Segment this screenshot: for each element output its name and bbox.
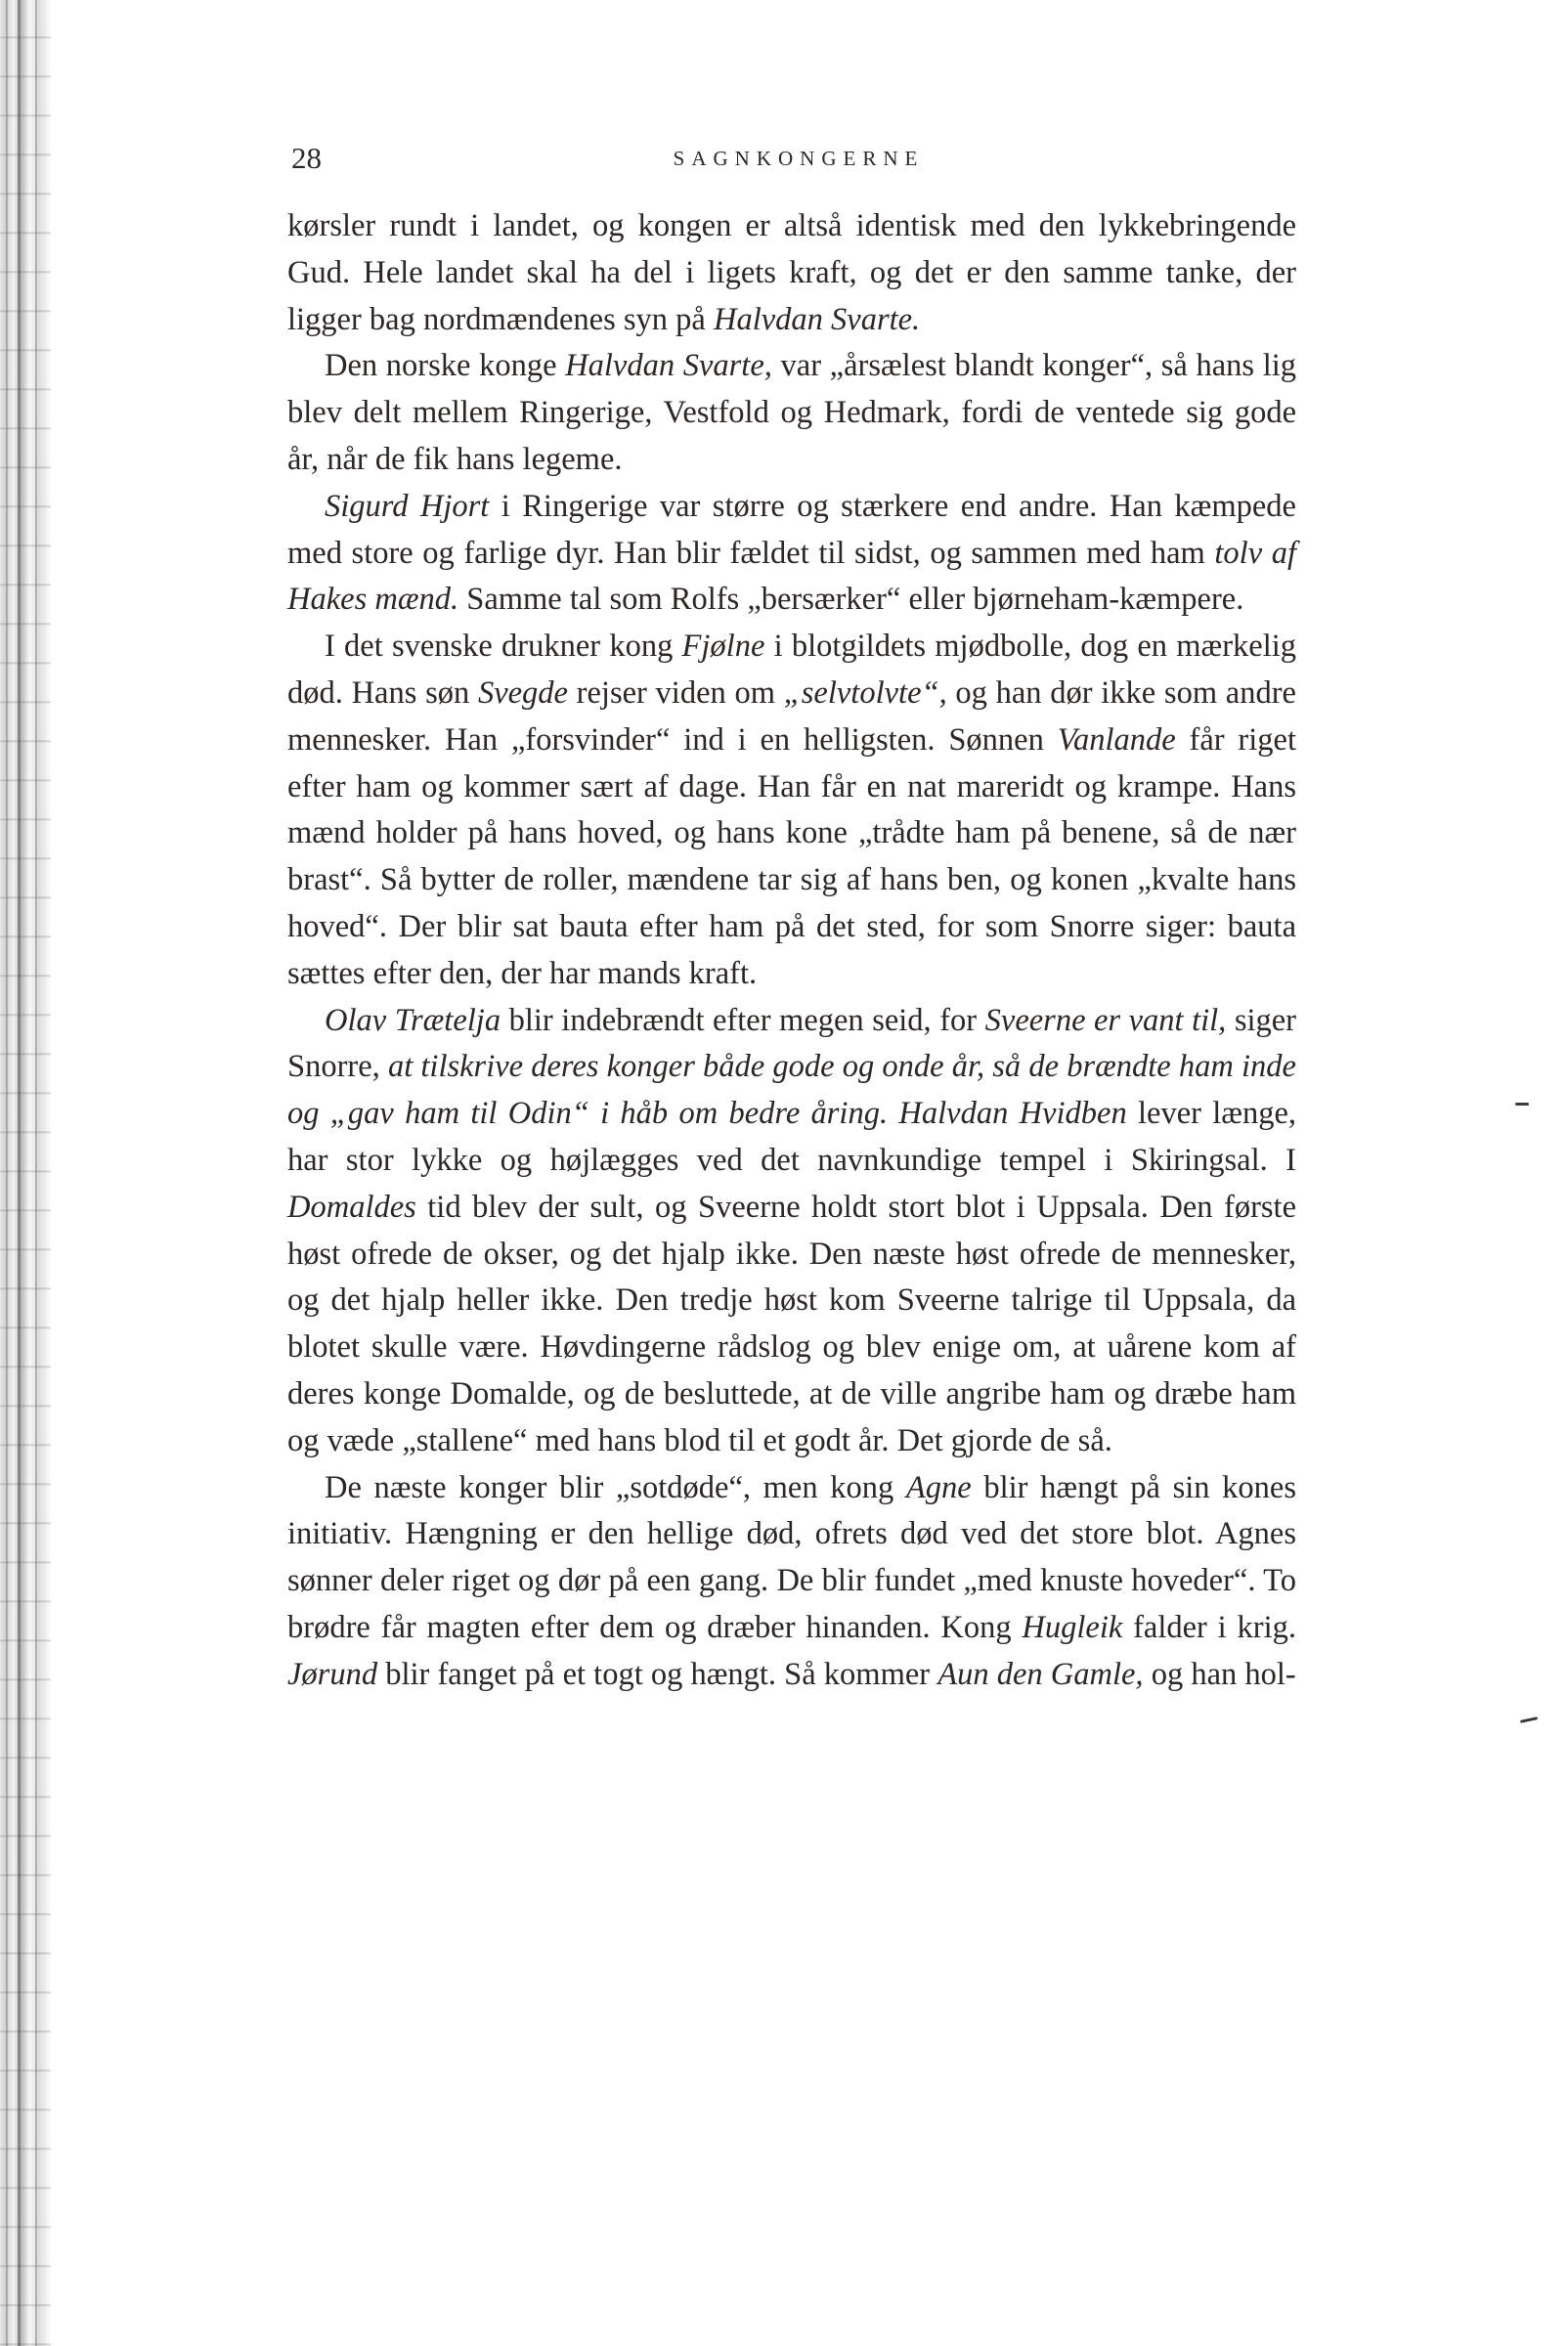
italic-text: Svegde [477,674,568,711]
text-run: Den norske konge [325,348,566,384]
body-text [287,203,1296,1699]
text-run: får riget efter ham og kommer sært af dage. Han får en nat mareridt og krampe. Hans mænd holder på hans hoved, og hans kone „trådte ham på benene, så de nær brast“. Så bytter de roller, mændene tar sig af hans ben, og konen „kvalte hans hoved“. Der blir sat bauta efter ham på det sted, for som Snorre siger: bauta sættes efter den, der har mands kraft. [287,721,1296,991]
text-run: i Ringerige var større og stærkere end andre. Han kæmpede med store og farlige dyr. Han blir fældet til sidst, og sammen med ham [287,488,1296,571]
text-run: i blotgildets mjødbolle, dog en mærkelig død. Hans søn [287,629,1297,711]
text-run: blir fanget på et togt og hængt. Så kommer [377,1656,938,1692]
paragraph [287,484,1296,624]
italic-text: Halvdan Svarte, [565,348,772,384]
italic-text: Hugleik [1022,1609,1123,1645]
paragraph [287,1465,1296,1699]
margin-mark [1520,1716,1538,1723]
italic-text: Vanlande [1057,721,1176,758]
italic-text: tolv af Hakes mænd. [287,535,1296,618]
book-binding-gutter [0,0,51,2346]
book-page [287,135,1296,1699]
italic-text: Halvdan Hvidben [898,1096,1127,1132]
text-run: Samme tal som Rolfs „bersærker“ eller bjørneham-kæmpere. [458,582,1244,618]
italic-text: Sigurd Hjort [325,488,490,524]
text-run: og han hol- [1143,1656,1296,1692]
text-run [888,1096,898,1131]
text-run: falder i krig. [1122,1609,1296,1645]
running-head [287,135,1296,194]
binding-edge-line [18,0,21,2346]
italic-text: Domaldes [287,1189,416,1225]
text-run: og han dør ikke som andre mennesker. Han „forsvinder“ ind i en helligsten. Sønnen [287,674,1296,758]
page-number: 28 [291,141,322,175]
binding-edge-line [6,0,8,2346]
paragraph [287,624,1296,997]
italic-text: Halvdan Svarte. [713,301,921,337]
text-run: blir indebrændt efter megen seid, for [501,1002,985,1038]
text-run: siger Snorre, [287,1002,1296,1085]
italic-text: Jørund [287,1656,378,1692]
text-run: kørsler rundt i landet, og kongen er altså identisk med den lykkebringende Gud. Hele landet skal ha del i ligets kraft, og det er den samme tanke, der ligger bag nordmændenes syn på [287,208,1296,337]
text-run: rejser viden om [567,674,784,711]
text-run: var „årsælest blandt konger“, så hans lig blev delt mellem Ringerige, Vestfold og Hedmark, fordi de ventede sig gode år, når de fik hans legeme. [287,348,1297,477]
italic-text: Fjølne [681,629,765,665]
paragraph [287,203,1296,343]
text-run: De næste konger blir „sotdøde“, men kong [325,1469,906,1505]
italic-text: Aun den Gamle, [937,1656,1144,1692]
italic-text: Sveerne er vant til, [984,1002,1227,1038]
italic-text: „selvtolvte“, [783,674,947,711]
binding-edge-line [35,0,37,2346]
italic-text: Agne [905,1469,972,1505]
text-run: lever længe, har stor lykke og højlægges ved det navnkundige tempel i Skiringsal. I [287,1096,1297,1178]
running-title: SAGNKONGERNE [673,147,925,170]
text-run: I det svenske drukner kong [325,629,682,665]
paragraph [287,998,1296,1465]
text-run: blir hængt på sin kones initiativ. Hængning er den hellige død, ofrets død ved det store blot. Agnes sønner deler riget og dør på een gang. De blir fundet „med knuste hoveder“. To brødre får magten efter dem og dræber hinanden. Kong [287,1469,1296,1645]
text-run: tid blev der sult, og Sveerne holdt stort blot i Uppsala. Den første høst ofrede de okser, og det hjalp ikke. Den næste høst ofrede de mennesker, og det hjalp heller ikke. Den tredje høst kom Sveerne talrige til Uppsala, da blotet skulle være. Høvdingerne rådslog og blev enige om, at uårene kom af deres konge Domalde, og de besluttede, at de ville angribe ham og dræbe ham og væde „stallene“ med hans blod til et godt år. Det gjorde de så. [287,1189,1296,1458]
italic-text: Olav Trætelja [325,1002,501,1038]
italic-text: at tilskrive deres konger både gode og onde år, så de brændte ham inde og „gav ham til Odin“ i håb om bedre åring. [287,1049,1296,1132]
margin-mark [1515,1103,1529,1106]
paragraph [287,343,1296,483]
